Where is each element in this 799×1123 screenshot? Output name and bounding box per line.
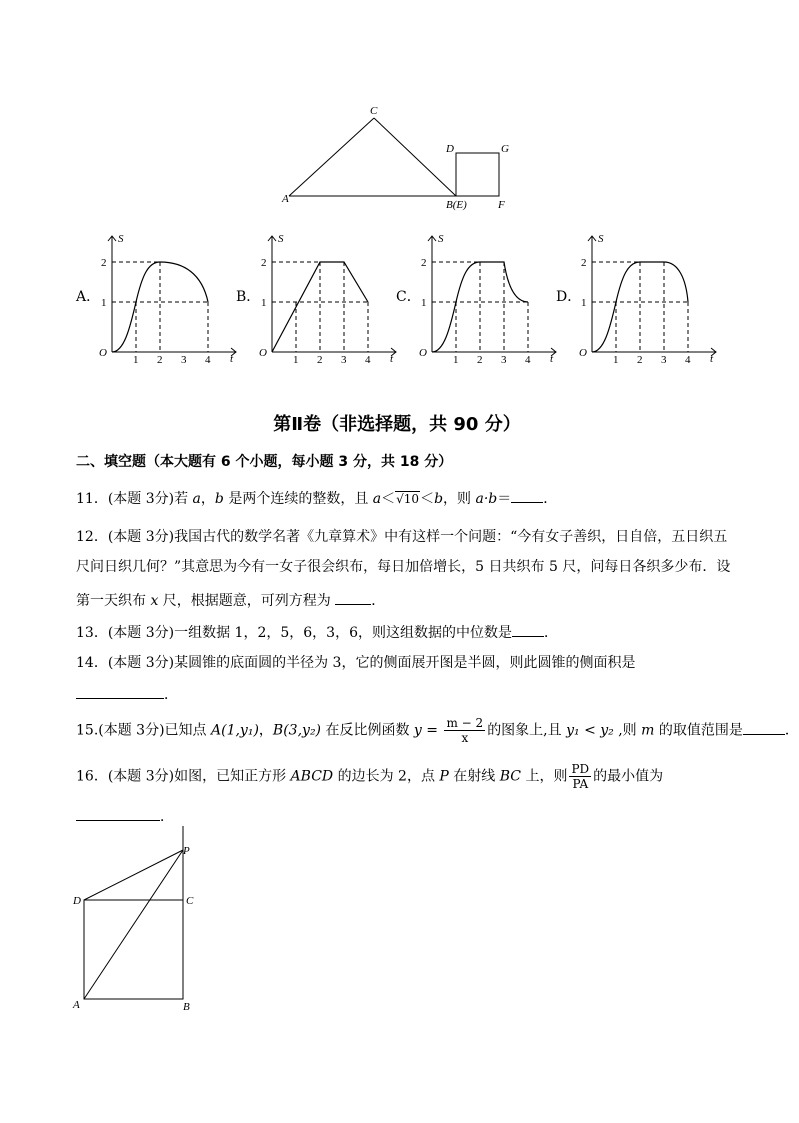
- sqrt-10: √10: [396, 492, 420, 506]
- xtick-2: 2: [317, 354, 323, 366]
- xtick-3: 3: [501, 354, 507, 366]
- ytick-1: 1: [101, 297, 107, 309]
- axis-t-label: t: [550, 353, 554, 365]
- question-12-line-1: 12．(本题 3分)我国古代的数学名著《九章算术》中有这样一个问题：“今有女子善织，日自倍，五日织五: [76, 529, 728, 545]
- origin-label: O: [579, 347, 587, 359]
- xtick-3: 3: [341, 354, 347, 366]
- answer-blank-14[interactable]: [76, 684, 164, 699]
- ytick-2: 2: [581, 257, 587, 269]
- option-b-label: B．: [236, 289, 261, 305]
- xtick-2: 2: [157, 354, 163, 366]
- axis-s-label: S: [278, 233, 284, 245]
- square-abcd-figure: [66, 824, 206, 1020]
- question-16-answer-line: ．: [76, 806, 726, 826]
- ytick-2: 2: [261, 257, 267, 269]
- axis-s-label: S: [438, 233, 444, 245]
- origin-label: O: [99, 347, 107, 359]
- option-c-label: C．: [396, 289, 421, 305]
- label-G: G: [501, 143, 509, 155]
- section-title: 第Ⅱ卷（非选择题，共 90 分）: [273, 414, 521, 435]
- label-P: P: [183, 845, 190, 857]
- graph-b: [256, 228, 406, 366]
- graph-d: [576, 228, 726, 366]
- question-13: 13．(本题 3分)一组数据 1，2，5，6，3，6，则这组数据的中位数是 ．: [76, 622, 726, 642]
- question-12-line-3: 第一天织布 x 尺，根据题意，可列方程为 ．: [76, 590, 726, 610]
- xtick-1: 1: [613, 354, 619, 366]
- xtick-4: 4: [365, 354, 371, 366]
- xtick-1: 1: [133, 354, 139, 366]
- label-A: A: [73, 999, 80, 1011]
- origin-label: O: [259, 347, 267, 359]
- xtick-4: 4: [205, 354, 211, 366]
- ytick-1: 1: [261, 297, 267, 309]
- answer-blank-11[interactable]: [511, 488, 543, 503]
- answer-blank-16[interactable]: [76, 806, 160, 821]
- answer-blank-12[interactable]: [335, 590, 371, 605]
- question-16: 16．(本题 3分)如图，已知正方形 ABCD 的边长为 2，点 P 在射线 BC 上，则 $\frac{PD}{PA}$ 的最小值为: [76, 762, 664, 791]
- origin-label: O: [419, 347, 427, 359]
- question-11: 11．(本题 3分)若 a，b 是两个连续的整数，且 a＜√10＜b，则 a·b＝ ．: [76, 488, 726, 508]
- label-B: B: [183, 1001, 190, 1013]
- label-C: C: [186, 895, 194, 907]
- xtick-1: 1: [293, 354, 299, 366]
- xtick-1: 1: [453, 354, 459, 366]
- xtick-4: 4: [525, 354, 531, 366]
- option-a-label: A．: [76, 289, 101, 305]
- xtick-3: 3: [181, 354, 187, 366]
- question-14-answer-line: ．: [76, 684, 726, 704]
- label-D: D: [73, 895, 81, 907]
- axis-s-label: S: [598, 233, 604, 245]
- label-F: F: [498, 199, 505, 211]
- axis-t-label: t: [390, 353, 394, 365]
- option-d-label: D．: [556, 289, 582, 305]
- fraction-m-2-over-x: $\frac{m - 2}{x}$: [446, 716, 484, 745]
- ytick-2: 2: [421, 257, 427, 269]
- axis-t-label: t: [710, 353, 714, 365]
- answer-blank-15[interactable]: [743, 720, 785, 735]
- question-12-line-2: 尺问日织几何？”其意思为今有一女子很会织布，每日加倍增长，5 日共织布 5 尺，问每日各织多少布．设: [76, 559, 731, 575]
- xtick-4: 4: [685, 354, 691, 366]
- ytick-2: 2: [101, 257, 107, 269]
- section-heading: 二、填空题（本大题有 6 个小题，每小题 3 分，共 18 分）: [76, 454, 453, 470]
- ytick-1: 1: [581, 297, 587, 309]
- ytick-1: 1: [421, 297, 427, 309]
- axis-t-label: t: [230, 353, 234, 365]
- question-14: 14．(本题 3分)某圆锥的底面圆的半径为 3，它的侧面展开图是半圆，则此圆锥的侧面积是: [76, 655, 636, 671]
- label-C: C: [370, 105, 378, 117]
- label-D: D: [446, 143, 454, 155]
- answer-blank-13[interactable]: [512, 622, 544, 637]
- label-A: A: [282, 193, 289, 205]
- fraction-pd-over-pa: $\frac{PD}{PA}$: [571, 762, 590, 791]
- xtick-3: 3: [661, 354, 667, 366]
- axis-s-label: S: [118, 233, 124, 245]
- graph-a: [96, 228, 246, 366]
- xtick-2: 2: [637, 354, 643, 366]
- xtick-2: 2: [477, 354, 483, 366]
- question-15: 15.(本题 3分)已知点 A(1,y₁)，B(3,y₂) 在反比例函数 y = $\frac{m - 2}{x}$ 的图象上,且 y₁ < y₂ ,则 m 的取值范围是 ．: [76, 716, 799, 745]
- graph-c: [416, 228, 566, 366]
- label-BE: B(E): [446, 199, 467, 211]
- triangle-square-figure: [270, 100, 530, 212]
